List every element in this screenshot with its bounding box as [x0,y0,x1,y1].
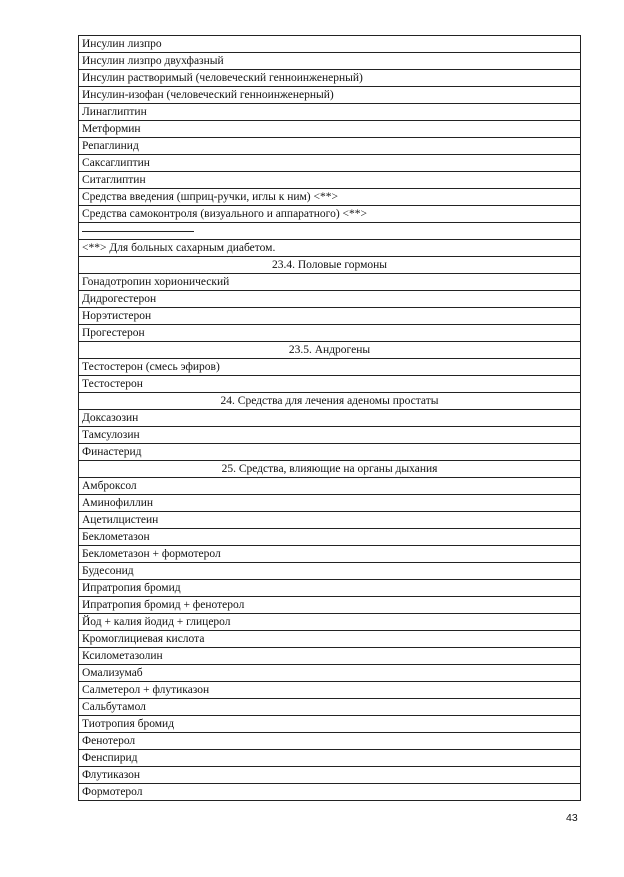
section-heading: 23.4. Половые гормоны [79,257,581,274]
section-heading-row [79,461,581,478]
drug-name-cell: Средства самоконтроля (визуального и аппаратного) <**> [79,206,581,223]
drug-name-cell: Сальбутамол [79,699,581,716]
table-row [79,121,581,138]
drug-name-cell: Гонадотропин хорионический [79,274,581,291]
drug-list-table [78,35,581,801]
drug-name-cell: Аминофиллин [79,495,581,512]
footnote-rule-line [82,231,194,232]
table-row [79,444,581,461]
drug-name-cell: Фенспирид [79,750,581,767]
drug-name-cell: Фенотерол [79,733,581,750]
table-row [79,291,581,308]
drug-name-cell: Ацетилцистеин [79,512,581,529]
drug-name-cell: Финастерид [79,444,581,461]
drug-name-cell: Норэтистерон [79,308,581,325]
table-row [79,699,581,716]
drug-name-cell: Амброксол [79,478,581,495]
table-row [79,325,581,342]
table-row [79,240,581,257]
drug-name-cell: Тиотропия бромид [79,716,581,733]
table-row [79,36,581,53]
drug-name-cell: Ипратропия бромид + фенотерол [79,597,581,614]
drug-name-cell: Доксазозин [79,410,581,427]
section-heading-row [79,342,581,359]
table-row [79,614,581,631]
table-row [79,682,581,699]
drug-name-cell: Метформин [79,121,581,138]
table-row [79,189,581,206]
table-row [79,206,581,223]
table-row [79,274,581,291]
section-heading: 24. Средства для лечения аденомы простаты [79,393,581,410]
table-row [79,495,581,512]
table-row [79,87,581,104]
drug-name-cell: Инсулин лизпро двухфазный [79,53,581,70]
section-heading-row [79,393,581,410]
table-row [79,597,581,614]
section-heading: 23.5. Андрогены [79,342,581,359]
drug-name-cell: Репаглинид [79,138,581,155]
drug-name-cell: Прогестерон [79,325,581,342]
table-row [79,546,581,563]
table-row [79,138,581,155]
drug-name-cell: Инсулин растворимый (человеческий генноинженерный) [79,70,581,87]
drug-name-cell: Ипратропия бромид [79,580,581,597]
table-row [79,478,581,495]
drug-name-cell: Дидрогестерон [79,291,581,308]
drug-name-cell: Инсулин лизпро [79,36,581,53]
table-row [79,70,581,87]
table-row [79,750,581,767]
drug-name-cell: Салметерол + флутиказон [79,682,581,699]
table-row [79,155,581,172]
drug-name-cell: Саксаглиптин [79,155,581,172]
table-row [79,512,581,529]
table-row [79,767,581,784]
table-row [79,529,581,546]
drug-name-cell: Кромоглициевая кислота [79,631,581,648]
section-heading: 25. Средства, влияющие на органы дыхания [79,461,581,478]
drug-name-cell: Линаглиптин [79,104,581,121]
drug-name-cell: Йод + калия йодид + глицерол [79,614,581,631]
drug-name-cell: Средства введения (шприц-ручки, иглы к ним) <**> [79,189,581,206]
table-row [79,410,581,427]
drug-name-cell: Будесонид [79,563,581,580]
drug-name-cell: Омализумаб [79,665,581,682]
table-row [79,376,581,393]
table-row [79,733,581,750]
drug-name-cell: <**> Для больных сахарным диабетом. [79,240,581,257]
table-row [79,308,581,325]
drug-name-cell: Флутиказон [79,767,581,784]
table-row [79,427,581,444]
drug-name-cell: Ситаглиптин [79,172,581,189]
table-row [79,648,581,665]
drug-name-cell: Тестостерон [79,376,581,393]
drug-name-cell: Тамсулозин [79,427,581,444]
drug-name-cell: Инсулин-изофан (человеческий генноинженерный) [79,87,581,104]
table-row [79,580,581,597]
table-row [79,784,581,801]
drug-name-cell: Ксилометазолин [79,648,581,665]
footnote-separator [79,223,581,240]
table-row [79,172,581,189]
drug-list-body [79,36,581,801]
footnote-separator-row [79,223,581,240]
table-row [79,104,581,121]
table-row [79,359,581,376]
section-heading-row [79,257,581,274]
table-row [79,53,581,70]
table-row [79,563,581,580]
drug-name-cell: Беклометазон [79,529,581,546]
table-row [79,716,581,733]
drug-name-cell: Тестостерон (смесь эфиров) [79,359,581,376]
table-row [79,665,581,682]
drug-name-cell: Формотерол [79,784,581,801]
table-row [79,631,581,648]
drug-name-cell: Беклометазон + формотерол [79,546,581,563]
page-number: 43 [566,812,578,824]
